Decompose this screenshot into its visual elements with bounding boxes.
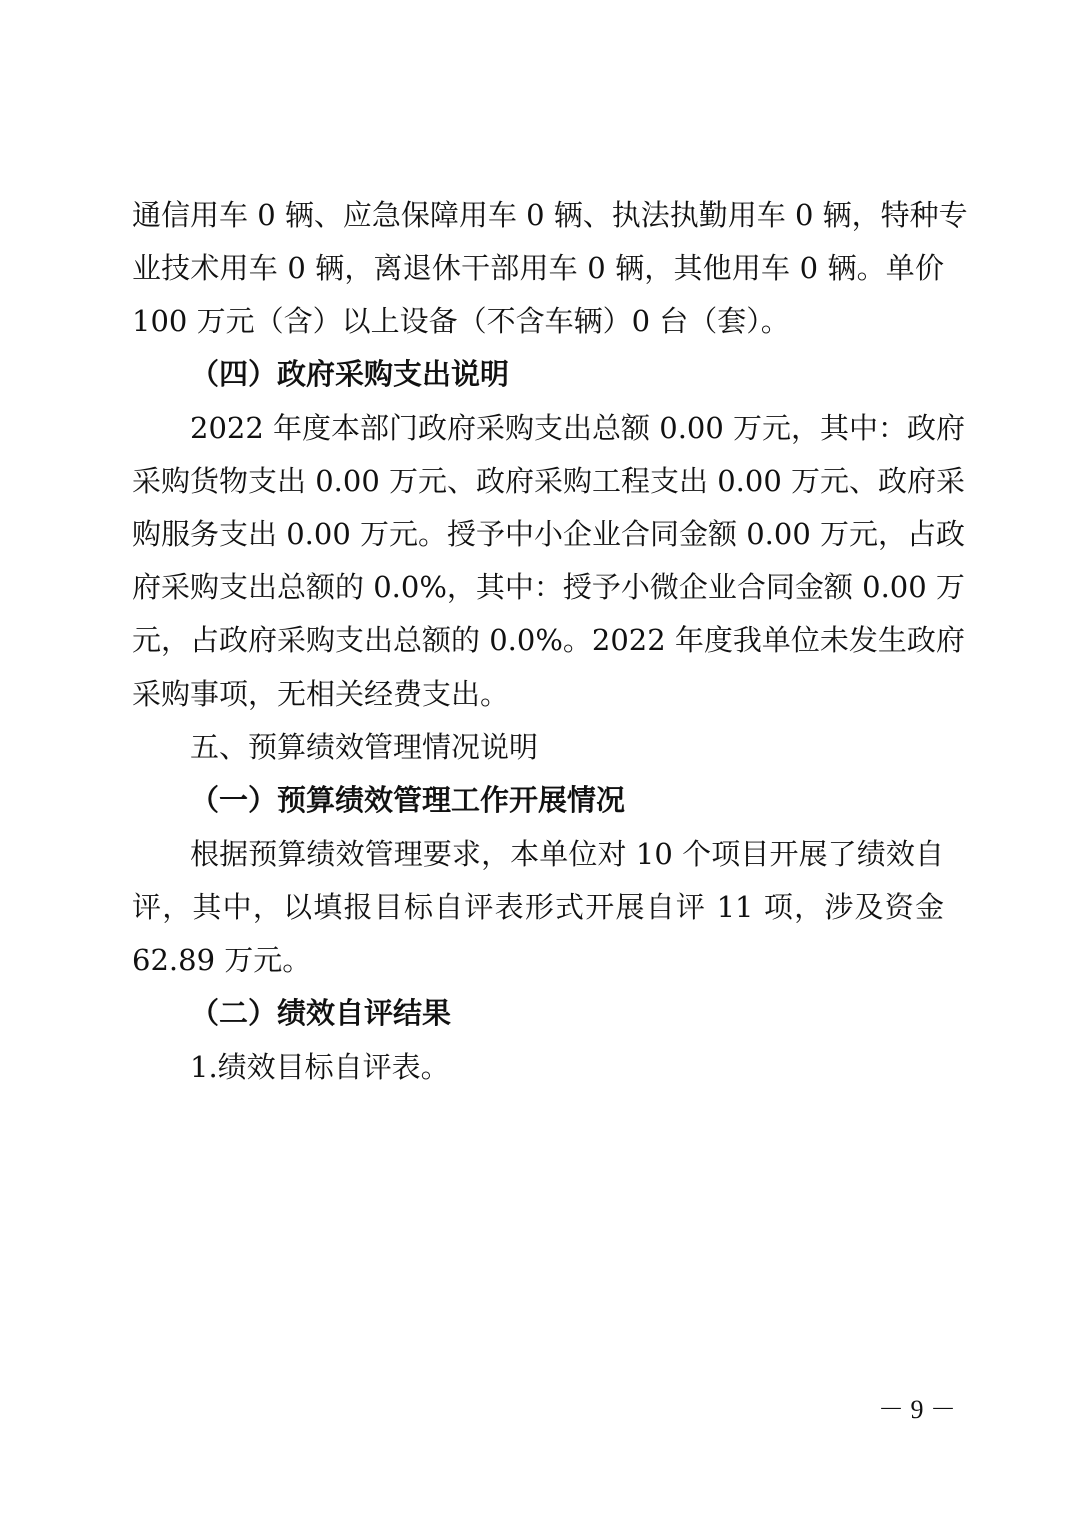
paragraph-line-performance-3: 62.89 万元。 [132,943,312,977]
paragraph-line-procurement-6: 采购事项，无相关经费支出。 [132,677,510,711]
paragraph-line-procurement-2: 采购货物支出 0.00 万元、政府采购工程支出 0.00 万元、政府采 [132,464,966,498]
paragraph-line-performance-2: 评，其中，以填报目标自评表形式开展自评 11 项，涉及资金 [132,890,944,924]
paragraph-line-procurement-1: 2022 年度本部门政府采购支出总额 0.00 万元，其中：政府 [190,411,966,445]
text-line-self-evaluation-table: 1.绩效目标自评表。 [190,1050,450,1084]
section-heading-budget-performance: 五、预算绩效管理情况说明 [190,730,539,764]
subsection-heading-performance-work: （一）预算绩效管理工作开展情况 [190,783,626,817]
paragraph-line-procurement-4: 府采购支出总额的 0.0%，其中：授予小微企业合同金额 0.00 万 [132,570,965,604]
section-heading-government-procurement: （四）政府采购支出说明 [190,357,510,391]
text-line-2: 业技术用车 0 辆，离退休干部用车 0 辆，其他用车 0 辆。单价 [132,251,944,285]
text-line-3: 100 万元（含）以上设备（不含车辆）0 台（套）。 [132,304,790,338]
text-line-1: 通信用车 0 辆、应急保障用车 0 辆、执法执勤用车 0 辆，特种专 [132,198,968,232]
paragraph-line-procurement-5: 元，占政府采购支出总额的 0.0%。2022 年度我单位未发生政府 [132,623,965,657]
paragraph-line-procurement-3: 购服务支出 0.00 万元。授予中小企业合同金额 0.00 万元，占政 [132,517,966,551]
subsection-heading-self-evaluation-results: （二）绩效自评结果 [190,996,452,1030]
page-number: － 9 － [878,1395,957,1424]
paragraph-line-performance-1: 根据预算绩效管理要求，本单位对 10 个项目开展了绩效自 [190,837,944,871]
